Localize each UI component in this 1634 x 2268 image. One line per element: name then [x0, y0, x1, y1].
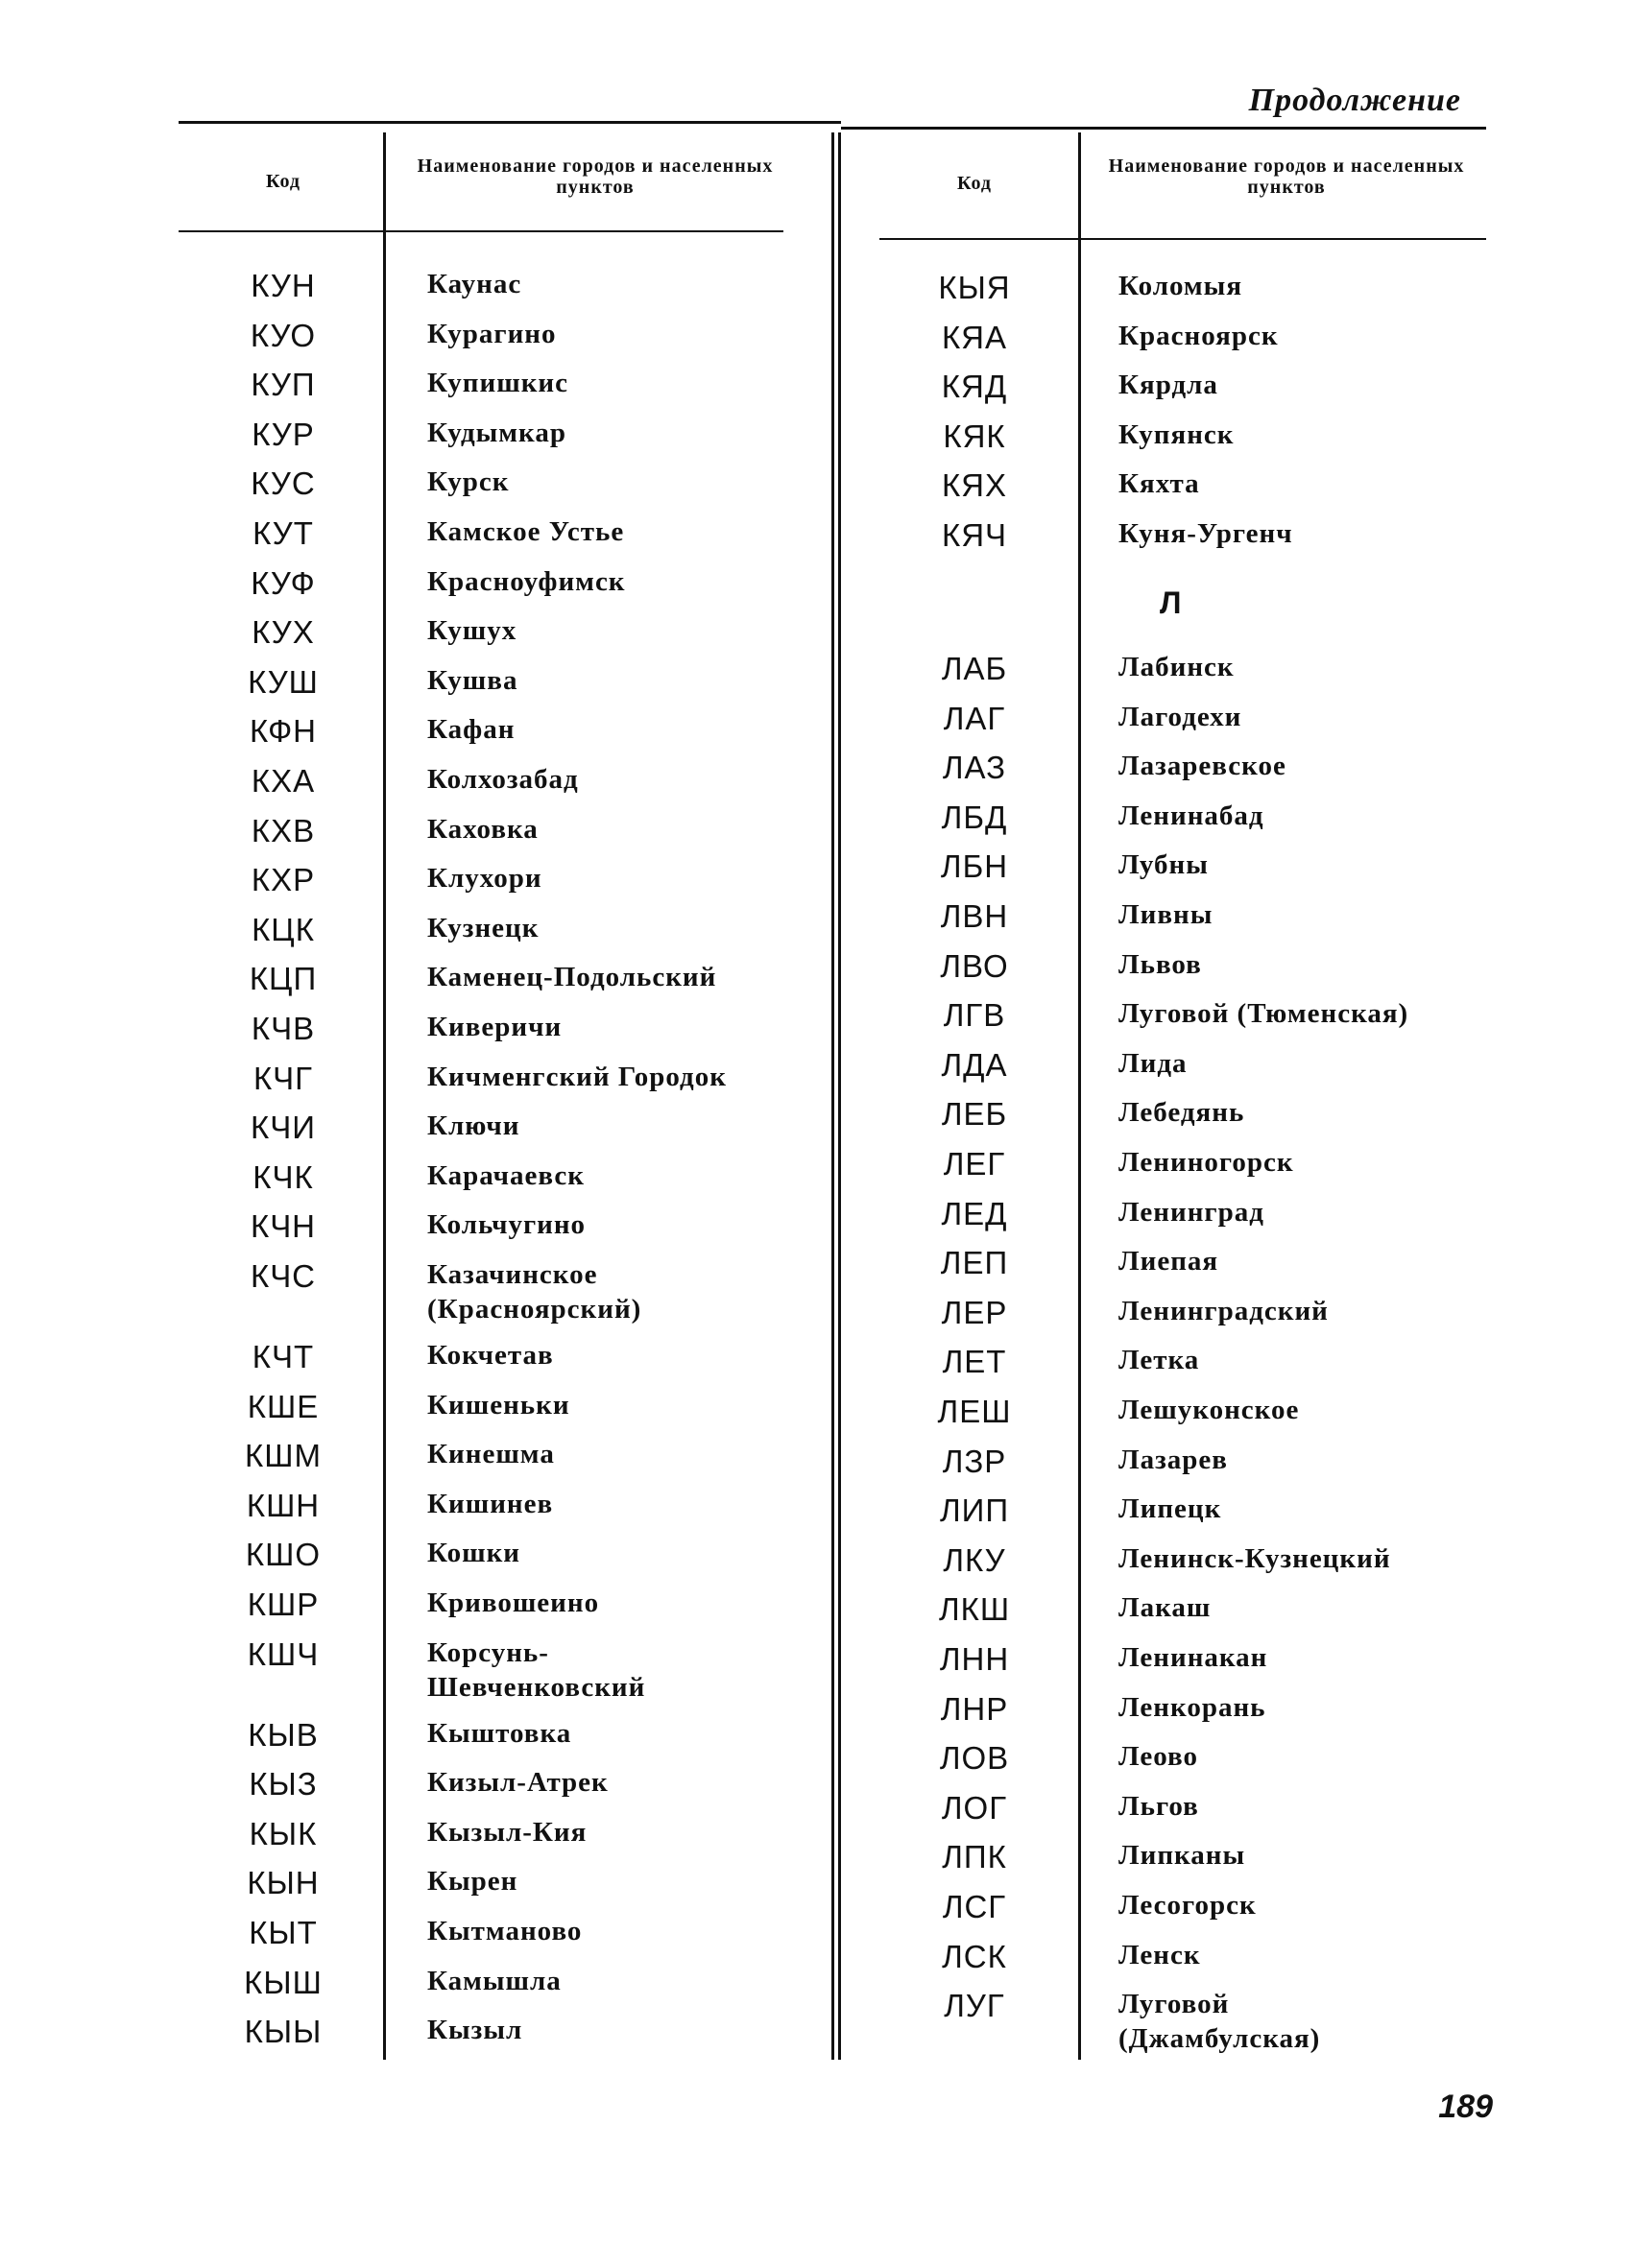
row-code: КЫЫ [244, 2014, 323, 2050]
row-name: Кызыл-Кия [427, 1816, 588, 1848]
row-code: КУХ [252, 614, 315, 651]
row-name: Ленинск-Кузнецкий [1118, 1542, 1391, 1574]
row-name: Камышла [427, 1965, 562, 1996]
row-name: Летка [1118, 1345, 1200, 1376]
row-name: Ключи [427, 1110, 520, 1142]
row-code: ЛЕБ [941, 1096, 1008, 1133]
row-code: ЛОВ [939, 1740, 1010, 1777]
row-name: Кяхта [1118, 468, 1200, 500]
row-code: КЧИ [251, 1110, 316, 1146]
row-code: ЛИП [939, 1492, 1010, 1529]
row-code: КЯХ [941, 467, 1008, 504]
row-code: КЧН [250, 1208, 317, 1245]
row-name: Лабинск [1118, 652, 1235, 682]
center-double-rule-b [838, 132, 841, 2060]
row-code: ЛБН [940, 848, 1009, 885]
row-name: Купишкис [427, 368, 568, 399]
row-code: КУР [252, 416, 315, 452]
row-name: Карачаевск [427, 1159, 585, 1191]
row-name: Кокчетав [427, 1340, 554, 1371]
row-name: Кушух [427, 615, 517, 647]
row-name: Лубны [1118, 849, 1209, 881]
row-name: Ленинградский [1118, 1295, 1329, 1326]
row-code: ЛВН [940, 898, 1009, 934]
row-name: Кырен [427, 1866, 518, 1898]
section-letter: Л [1160, 585, 1182, 620]
header-bottom-rule-left [179, 230, 783, 232]
row-name: Кыштовка [427, 1717, 572, 1749]
row-code: КУС [251, 466, 316, 502]
left-name-header: Наименование городов и населенных пунктов [417, 155, 774, 198]
row-code: КЫН [247, 1865, 320, 1901]
row-code: КЫТ [249, 1915, 318, 1950]
row-code: ЛЕД [941, 1195, 1008, 1231]
row-name: Липецк [1118, 1493, 1222, 1525]
top-rule-right [841, 127, 1486, 130]
row-code: КШЕ [247, 1388, 320, 1424]
row-code: КЫЯ [938, 270, 1011, 305]
row-code: ЛДА [941, 1046, 1008, 1083]
row-code: ЛСГ [942, 1889, 1007, 1924]
center-double-rule-a [831, 132, 834, 2060]
row-code: ЛЗР [942, 1443, 1007, 1479]
row-name: Кичменгский Городок [427, 1061, 727, 1092]
row-code: КУФ [251, 564, 316, 601]
row-code: КЯА [941, 319, 1008, 355]
row-code: КХВ [251, 812, 316, 848]
row-code: ЛБД [941, 799, 1008, 835]
row-code: КЧС [250, 1258, 317, 1294]
row-code: КЧТ [252, 1339, 315, 1374]
row-code: КШР [247, 1587, 320, 1622]
row-code: КЦП [249, 961, 318, 997]
row-code: ЛКШ [938, 1591, 1011, 1628]
row-code: ЛЕГ [943, 1146, 1006, 1182]
row-name: Кинешма [427, 1439, 555, 1470]
row-name: Ленинград [1118, 1196, 1264, 1228]
row-name: Каховка [427, 813, 539, 845]
row-name: Кафан [427, 714, 516, 746]
row-code: КХР [251, 862, 316, 898]
row-name: Камское Устье [427, 516, 625, 547]
row-name: Львов [1118, 948, 1202, 980]
row-code: КУШ [248, 663, 319, 700]
row-name: Лесогорск [1118, 1890, 1257, 1921]
row-name: Красноярск [1118, 320, 1279, 351]
top-rule-left [179, 121, 841, 124]
row-name: Лакаш [1118, 1592, 1212, 1624]
row-name: Кривошеино [427, 1588, 600, 1618]
row-name: Кызыл [427, 2015, 523, 2046]
row-code: ЛЕТ [942, 1344, 1007, 1380]
row-name: Ливны [1118, 899, 1213, 930]
row-code: ЛЕШ [937, 1394, 1012, 1429]
row-code: ЛЕР [941, 1294, 1008, 1330]
row-name: Колхозабад [427, 764, 579, 795]
row-name: Каменец-Подольский [427, 962, 717, 993]
row-code: КУП [251, 367, 316, 403]
row-name: Липканы [1118, 1840, 1246, 1872]
row-name: Лазарев [1118, 1444, 1228, 1475]
row-name: Луговой (Джамбулская) [1118, 1989, 1321, 2055]
row-code: КЧГ [252, 1060, 314, 1096]
left-code-header: Код [265, 171, 301, 192]
row-code: ЛЕП [940, 1245, 1009, 1281]
row-name: Ленинабад [1118, 800, 1264, 831]
row-code: ЛГВ [943, 997, 1006, 1034]
row-code: КШМ [245, 1438, 322, 1474]
row-name: Кушва [427, 664, 518, 696]
row-code: КЧВ [251, 1011, 316, 1046]
row-code: КЫЗ [249, 1766, 318, 1802]
row-code: КЫШ [244, 1964, 323, 2000]
row-code: КХА [251, 763, 316, 799]
row-name: Курагино [427, 318, 557, 349]
row-name: Кольчугино [427, 1209, 587, 1241]
right-code-header: Код [956, 173, 993, 194]
row-code: ЛАБ [941, 651, 1008, 686]
row-name: Лазаревское [1118, 751, 1286, 782]
row-name: Кытманово [427, 1916, 583, 1946]
row-name: Леово [1118, 1741, 1199, 1773]
row-name: Лешуконское [1118, 1395, 1300, 1425]
row-name: Кишинев [427, 1488, 554, 1519]
page-number: 189 [1438, 2089, 1493, 2125]
row-name: Купянск [1118, 418, 1235, 450]
continuation-label: Продолжение [1248, 83, 1461, 118]
row-code: КЫВ [248, 1716, 319, 1753]
row-name: Коломыя [1118, 271, 1243, 301]
right-column-divider [1078, 132, 1081, 2060]
left-column-divider [383, 132, 386, 2060]
row-code: КУН [251, 268, 316, 303]
row-code: ЛОГ [941, 1789, 1008, 1826]
row-code: КШН [246, 1487, 321, 1523]
right-name-header: Наименование городов и населенных пунктов [1108, 155, 1465, 198]
row-code: ЛПК [942, 1839, 1007, 1875]
row-name: Лида [1118, 1047, 1188, 1079]
row-name: Казачинское (Красноярский) [427, 1259, 642, 1325]
row-code: КУО [250, 317, 317, 353]
row-name: Киверичи [427, 1012, 563, 1042]
row-code: КУТ [252, 515, 314, 551]
row-code: ЛНР [940, 1690, 1009, 1727]
row-code: ЛСК [942, 1938, 1007, 1974]
row-code: ЛВО [940, 947, 1009, 984]
row-name: Каунас [427, 269, 522, 299]
row-name: Кудымкар [427, 417, 566, 448]
row-name: Куня-Ургенч [1118, 518, 1293, 549]
row-name: Кошки [427, 1538, 520, 1569]
row-name: Клухори [427, 863, 542, 895]
row-name: Красноуфимск [427, 565, 626, 597]
row-code: КЯД [941, 369, 1008, 405]
row-code: КЯЧ [941, 517, 1008, 553]
row-code: КЯК [943, 418, 1006, 454]
row-name: Луговой (Тюменская) [1118, 998, 1409, 1030]
row-code: ЛАГ [943, 700, 1006, 736]
row-name: Лагодехи [1118, 701, 1242, 732]
row-code: КШО [245, 1537, 322, 1573]
row-code: ЛКУ [943, 1541, 1006, 1578]
header-bottom-rule-right [879, 238, 1486, 240]
row-name: Кизыл-Атрек [427, 1767, 609, 1799]
row-code: ЛАЗ [942, 750, 1007, 786]
row-name: Кишеньки [427, 1389, 570, 1420]
row-name: Лениногорск [1118, 1147, 1294, 1178]
row-name: Лебедянь [1118, 1097, 1245, 1129]
row-name: Кярдла [1118, 370, 1218, 401]
row-code: КЧК [252, 1158, 314, 1195]
row-code: КФН [249, 713, 317, 750]
row-code: ЛУГ [944, 1988, 1005, 2024]
row-name: Кузнецк [427, 912, 540, 943]
row-code: ЛНН [939, 1641, 1010, 1677]
row-code: КЫК [249, 1815, 318, 1851]
row-name: Корсунь-Шевченковский [427, 1636, 646, 1703]
row-name: Ленск [1118, 1939, 1201, 1970]
row-code: КЦК [252, 911, 315, 947]
row-code: КШЧ [247, 1635, 320, 1672]
row-name: Ленкорань [1118, 1691, 1266, 1723]
row-name: Ленинакан [1118, 1642, 1268, 1673]
row-name: Курск [427, 466, 510, 498]
row-name: Льгов [1118, 1790, 1199, 1822]
row-name: Лиепая [1118, 1246, 1219, 1277]
